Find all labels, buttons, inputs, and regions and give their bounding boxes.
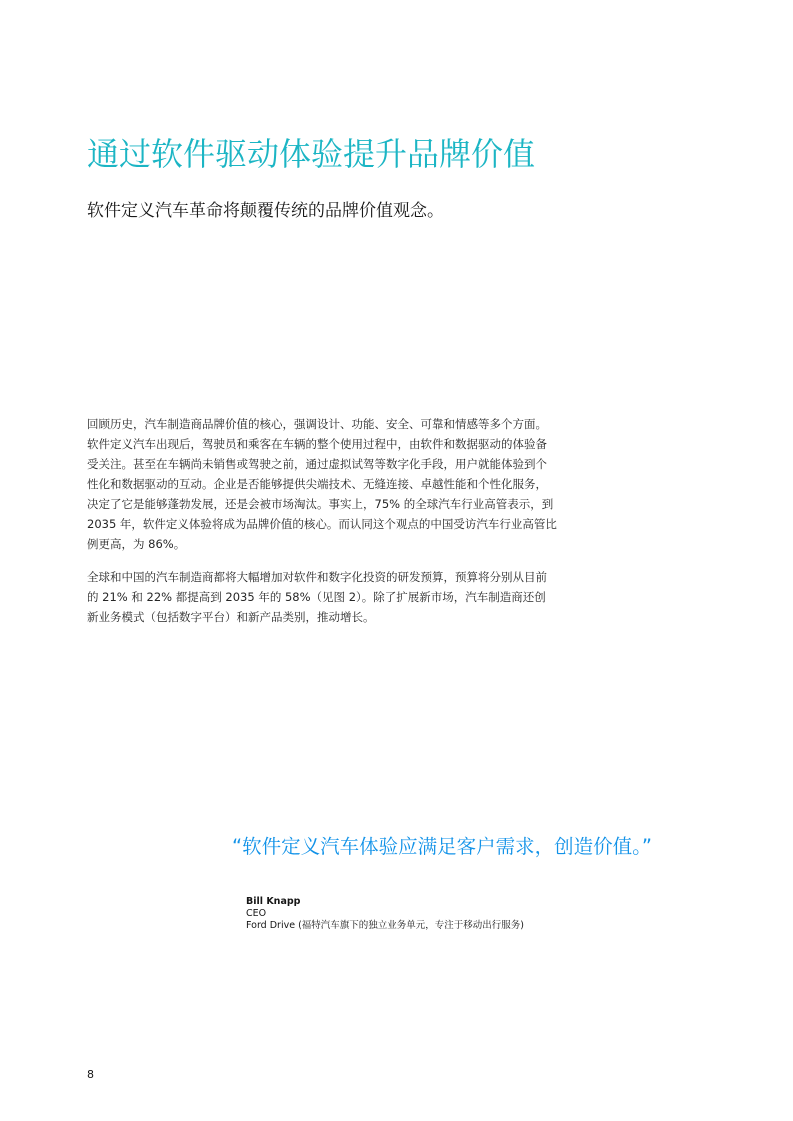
body-paragraph-2: 全球和中国的汽车制造商都将大幅增加对软件和数字化投资的研发预算，预算将分别从目前的 21% 和 22% 都提高到 2035 年的 58%（见图 2）。除了扩展新市场，汽车制造商还创新业务模式（包括数字平台）和新产品类别，推动增长。: [87, 570, 547, 624]
pull-quote: “软件定义汽车体验应满足客户需求，创造价值。”: [232, 835, 652, 858]
attribution-role: CEO: [246, 908, 267, 919]
attribution-name: Bill Knapp: [246, 896, 301, 907]
page-subtitle: 软件定义汽车革命将颠覆传统的品牌价值观念。: [87, 201, 444, 221]
page-number: 8: [87, 1068, 94, 1081]
attribution-organization: Ford Drive (福特汽车旗下的独立业务单元，专注于移动出行服务): [246, 920, 524, 931]
quote-attribution: [246, 896, 766, 932]
page-title: 通过软件驱动体验提升品牌价值: [87, 135, 536, 173]
body-paragraph-1: 回顾历史，汽车制造商品牌价值的核心，强调设计、功能、安全、可靠和情感等多个方面。软件定义汽车出现后，驾驶员和乘客在车辆的整个使用过程中，由软件和数据驱动的体验备受关注。甚至在车辆尚未销售或驾驶之前，通过虚拟试驾等数字化手段，用户就能体验到个性化和数据驱动的互动。企业是否能够提供尖端技术、无缝连接、卓越性能和个性化服务，决定了它是能够蓬勃发展，还是会被市场淘汰。事实上，75% 的全球汽车行业高管表示，到 2035 年，软件定义体验将成为品牌价值的核心。而认同这个观点的中国受访汽车行业高管比例更高，为 86%。: [87, 417, 557, 551]
